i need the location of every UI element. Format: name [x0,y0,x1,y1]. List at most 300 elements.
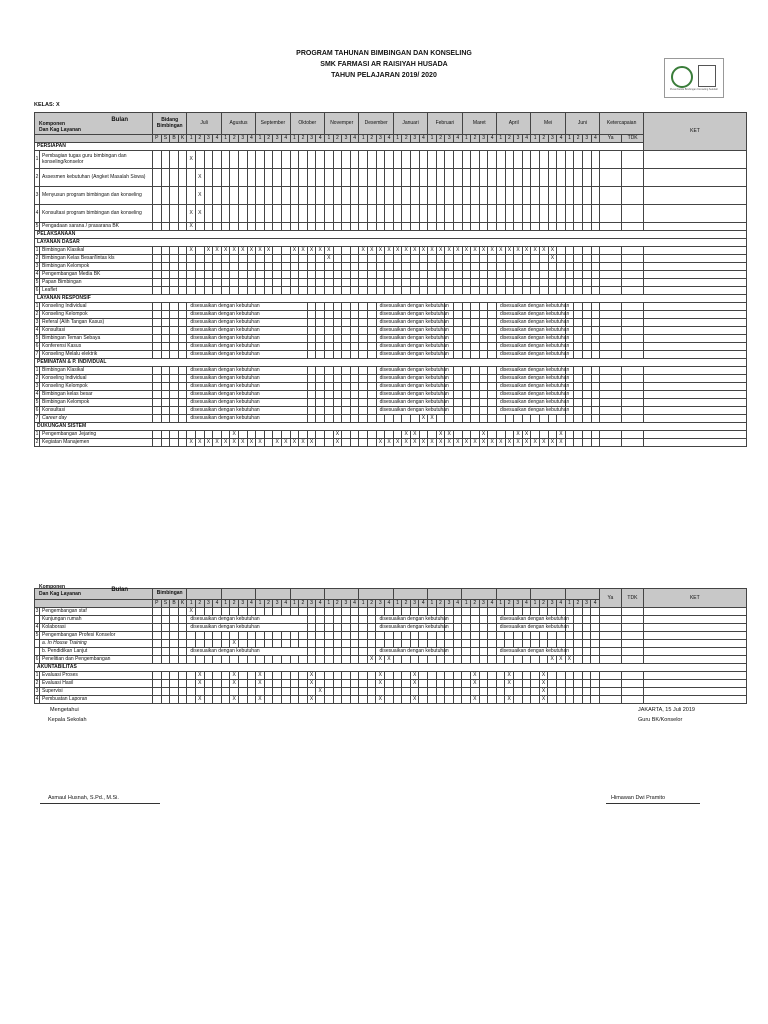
week-cell [531,187,540,205]
ket-cell [644,311,747,319]
x-mark: X [436,431,445,439]
week-cell [359,351,368,359]
ya-cell [599,696,621,704]
week-cell [187,271,196,279]
section-row [35,664,747,672]
bidang-cell [161,351,170,359]
week-cell [479,696,488,704]
week-cell [548,608,557,616]
week-cell [539,640,548,648]
tdk-cell [622,335,644,343]
x-mark: X [462,439,471,447]
row-number: 2 [35,439,39,445]
week-cell [419,271,428,279]
emblem-icon [698,65,716,87]
bidang-cell [170,223,179,231]
week-cell [565,696,574,704]
header-week: 4 [247,135,256,143]
week-cell [462,311,471,319]
week-cell [342,271,351,279]
week-cell [256,187,265,205]
week-cell [368,439,377,447]
note-cell: disesuaikan dengan kebutuhan [497,383,566,391]
week-cell [402,263,411,271]
x-mark: X [247,247,256,255]
week-cell [479,319,488,327]
header-week: 1 [428,600,437,608]
x-mark: X [307,672,316,680]
week-cell [376,688,385,696]
bidang-cell [161,271,170,279]
week-cell [230,632,239,640]
x-mark: X [256,439,265,447]
week-cell [324,640,333,648]
week-cell [531,680,540,688]
week-cell [230,608,239,616]
week-cell [221,205,230,223]
table-header-komponen-bulan [35,113,153,135]
week-cell [333,263,342,271]
week-cell [488,399,497,407]
week-cell [462,335,471,343]
week-cell [221,263,230,271]
week-cell [368,223,377,231]
row-label: Pengadaan sarana / prasarana BK [40,223,153,231]
header-week: 1 [221,135,230,143]
week-cell [402,688,411,696]
week-cell [591,431,600,439]
week-cell [574,672,583,680]
note-cell: disesuaikan dengan kebutuhan [187,415,307,423]
tdk-cell [622,391,644,399]
bidang-cell [170,319,179,327]
week-cell [213,263,222,271]
week-cell [230,255,239,263]
header-week: 4 [522,135,531,143]
week-cell [316,632,325,640]
week-cell [582,431,591,439]
week-cell [548,187,557,205]
week-cell [273,640,282,648]
week-cell [479,287,488,295]
tdk-cell [621,656,643,664]
week-cell [247,279,256,287]
week-cell [316,407,325,415]
week-cell [574,319,583,327]
week-cell [350,407,359,415]
header-komponen-label: Komponen [39,584,66,590]
doc-title-2: SMK FARMASI AR RAISIYAH HUSADA [320,61,448,68]
week-cell [324,608,333,616]
week-cell [359,367,368,375]
week-cell [419,656,428,664]
week-cell [505,263,514,271]
week-cell [428,169,437,187]
header-week: 3 [548,135,557,143]
ya-cell [600,205,622,223]
week-cell [445,271,454,279]
bidang-cell [170,287,179,295]
header-week: 4 [419,135,428,143]
x-mark: X [505,672,514,680]
header-ketercapaian: Ketercapaian [600,113,644,135]
x-mark: X [436,439,445,447]
ya-cell [599,680,621,688]
bidang-cell [161,319,170,327]
ket-cell [644,279,747,287]
x-mark: X [531,247,540,255]
x-mark: X [557,431,566,439]
row-number: 6 [35,656,39,662]
table-row [35,439,747,447]
bidang-cell [161,303,170,311]
bidang-cell [161,367,170,375]
week-cell [479,672,488,680]
week-cell [582,399,591,407]
week-cell [462,383,471,391]
week-cell [496,632,505,640]
section-title: LAYANAN RESPONSIF [35,295,747,303]
week-cell [350,279,359,287]
week-cell [273,247,282,255]
week-cell [333,399,342,407]
header-week: 1 [428,135,437,143]
week-cell [376,223,385,231]
week-cell [307,255,316,263]
week-cell [531,672,540,680]
bidang-cell [153,263,162,271]
week-cell [350,327,359,335]
week-cell [333,624,342,632]
header-week: 1 [290,600,299,608]
week-cell [342,688,351,696]
week-cell [273,656,282,664]
week-cell [582,680,591,688]
week-cell [393,415,402,423]
week-cell [479,279,488,287]
week-cell [230,205,239,223]
x-mark: X [411,439,420,447]
bidang-cell [178,327,187,335]
week-cell [462,263,471,271]
week-cell [325,319,334,327]
header-week: 4 [281,135,290,143]
week-cell [488,616,497,624]
week-cell [290,672,299,680]
table-row [35,656,747,664]
x-mark: X [307,439,316,447]
week-cell [582,319,591,327]
week-cell [497,279,506,287]
week-cell [333,608,342,616]
week-cell [479,223,488,231]
week-cell [591,624,600,632]
week-cell [359,255,368,263]
x-mark: X [539,672,548,680]
week-cell [453,688,462,696]
header-week: 2 [264,135,273,143]
week-cell [531,255,540,263]
week-cell [556,632,565,640]
week-cell [359,383,368,391]
week-cell [556,680,565,688]
header-week: 1 [393,600,402,608]
week-cell [325,311,334,319]
week-cell [342,407,351,415]
header-week: 4 [247,600,256,608]
week-cell [591,335,600,343]
week-cell [204,205,213,223]
week-cell [556,688,565,696]
tdk-cell [621,640,643,648]
row-number: 3 [35,608,39,614]
week-cell [333,255,342,263]
week-cell [445,680,454,688]
table-row [35,151,747,169]
week-cell [428,696,437,704]
week-cell [557,151,566,169]
x-mark: X [556,656,565,664]
week-cell [479,375,488,383]
row-number: 1 [35,367,39,373]
week-cell [471,223,480,231]
week-cell [411,169,420,187]
week-cell [557,271,566,279]
week-cell [325,271,334,279]
week-cell [505,205,514,223]
week-cell [591,367,600,375]
week-cell [281,271,290,279]
week-cell [230,271,239,279]
sign-left-name: Asmaul Husnah, S.Pd., M.Si. [48,795,119,801]
ket-cell [644,169,747,187]
week-cell [333,407,342,415]
week-cell [488,311,497,319]
week-cell [539,415,548,423]
week-cell [239,271,248,279]
ket-cell [643,672,746,680]
week-cell [462,343,471,351]
week-cell [436,205,445,223]
week-cell [436,223,445,231]
bidang-cell [153,271,162,279]
seal-icon [671,66,693,88]
week-cell [428,632,437,640]
week-cell [213,255,222,263]
bidang-cell [178,431,187,439]
week-cell [393,287,402,295]
ya-cell [599,640,621,648]
header-week: 3 [479,135,488,143]
week-cell [411,255,420,263]
table-row [35,688,747,696]
week-cell [264,688,273,696]
week-cell [307,151,316,169]
header-week: 2 [368,135,377,143]
week-cell [539,632,548,640]
header-blank [35,135,153,143]
week-cell [419,640,428,648]
week-cell [213,223,222,231]
week-cell [359,303,368,311]
week-cell [411,151,420,169]
week-cell [462,319,471,327]
week-cell [376,271,385,279]
table-row [35,311,747,319]
row-number: 4 [35,271,39,277]
kelas-label: KELAS: X [34,102,60,108]
week-cell [479,632,488,640]
note-cell: disesuaikan dengan kebutuhan [187,407,307,415]
week-cell [522,187,531,205]
tdk-cell [622,303,644,311]
week-cell [488,391,497,399]
week-cell [479,680,488,688]
week-cell [385,680,394,688]
bidang-cell [178,151,187,169]
week-cell [574,624,583,632]
week-cell [445,205,454,223]
week-cell [565,439,574,447]
tdk-cell [622,383,644,391]
bidang-cell [153,688,162,696]
week-cell [574,327,583,335]
week-cell [281,632,290,640]
note-cell: disesuaikan dengan kebutuhan [496,648,565,656]
bidang-cell [178,383,187,391]
week-cell [204,632,213,640]
ya-cell [600,263,622,271]
header-week: 3 [342,600,351,608]
week-cell [333,303,342,311]
x-mark: X [307,696,316,704]
week-cell [342,399,351,407]
week-cell [213,672,222,680]
month-header-desember: Desember [359,113,393,135]
bidang-cell [161,632,170,640]
week-cell [333,351,342,359]
header-week: 3 [204,135,213,143]
week-cell [316,648,325,656]
table-row [35,263,747,271]
week-cell [290,255,299,263]
x-mark: X [479,431,488,439]
tdk-cell [622,271,644,279]
week-cell [582,391,591,399]
week-cell [582,672,591,680]
week-cell [496,696,505,704]
ket-cell [644,319,747,327]
week-cell [565,255,574,263]
week-cell [307,399,316,407]
row-label: Referal (Alih Tangan Kasus) [40,319,153,327]
bidang-cell [170,608,179,616]
header-week: 4 [281,600,290,608]
week-cell [367,648,376,656]
week-cell [350,223,359,231]
week-cell [531,656,540,664]
header-week: 4 [316,135,325,143]
week-cell [204,640,213,648]
week-cell [359,335,368,343]
week-cell [479,169,488,187]
x-mark: X [247,439,256,447]
x-mark: X [505,247,514,255]
bidang-cell [178,335,187,343]
bidang-cell [161,696,170,704]
week-cell [325,343,334,351]
week-cell [307,327,316,335]
week-cell [333,271,342,279]
week-cell [307,640,316,648]
week-cell [445,279,454,287]
tdk-cell [622,327,644,335]
week-cell [393,187,402,205]
header-week: 4 [213,600,222,608]
week-cell [273,672,282,680]
note-cell: disesuaikan dengan kebutuhan [376,391,445,399]
ket-cell [644,391,747,399]
week-cell [453,640,462,648]
week-cell [582,223,591,231]
week-cell [479,616,488,624]
week-cell [557,415,566,423]
week-cell [591,247,600,255]
ya-cell [600,247,622,255]
sign-left-1: Mengetahui [50,707,79,713]
row-number: 2 [35,680,39,686]
bidang-cell [161,431,170,439]
week-cell [462,279,471,287]
x-mark: X [230,439,239,447]
week-cell [187,169,196,187]
ya-cell [599,648,621,656]
week-cell [548,640,557,648]
week-cell [479,391,488,399]
header-week: 3 [376,135,385,143]
header-week: 2 [299,135,308,143]
week-cell [368,375,377,383]
week-cell [479,407,488,415]
note-cell: disesuaikan dengan kebutuhan [497,335,566,343]
week-cell [316,151,325,169]
x-mark: X [367,656,376,664]
header-week: 3 [410,600,419,608]
week-cell [393,688,402,696]
week-cell [299,263,308,271]
row-number: 5 [35,335,39,341]
week-cell [376,279,385,287]
ya-cell [600,383,622,391]
note-cell: disesuaikan dengan kebutuhan [376,311,445,319]
week-cell [316,624,325,632]
week-cell [368,343,377,351]
row-number: 3 [35,383,39,389]
week-cell [247,688,256,696]
header-week: 3 [582,600,591,608]
week-cell [565,632,574,640]
note-cell: disesuaikan dengan kebutuhan [497,367,566,375]
x-mark: X [256,680,265,688]
week-cell [221,632,230,640]
week-cell [221,431,230,439]
x-mark: X [385,247,394,255]
week-cell [342,343,351,351]
week-cell [393,672,402,680]
week-cell [359,656,368,664]
week-cell [479,271,488,279]
week-cell [324,688,333,696]
